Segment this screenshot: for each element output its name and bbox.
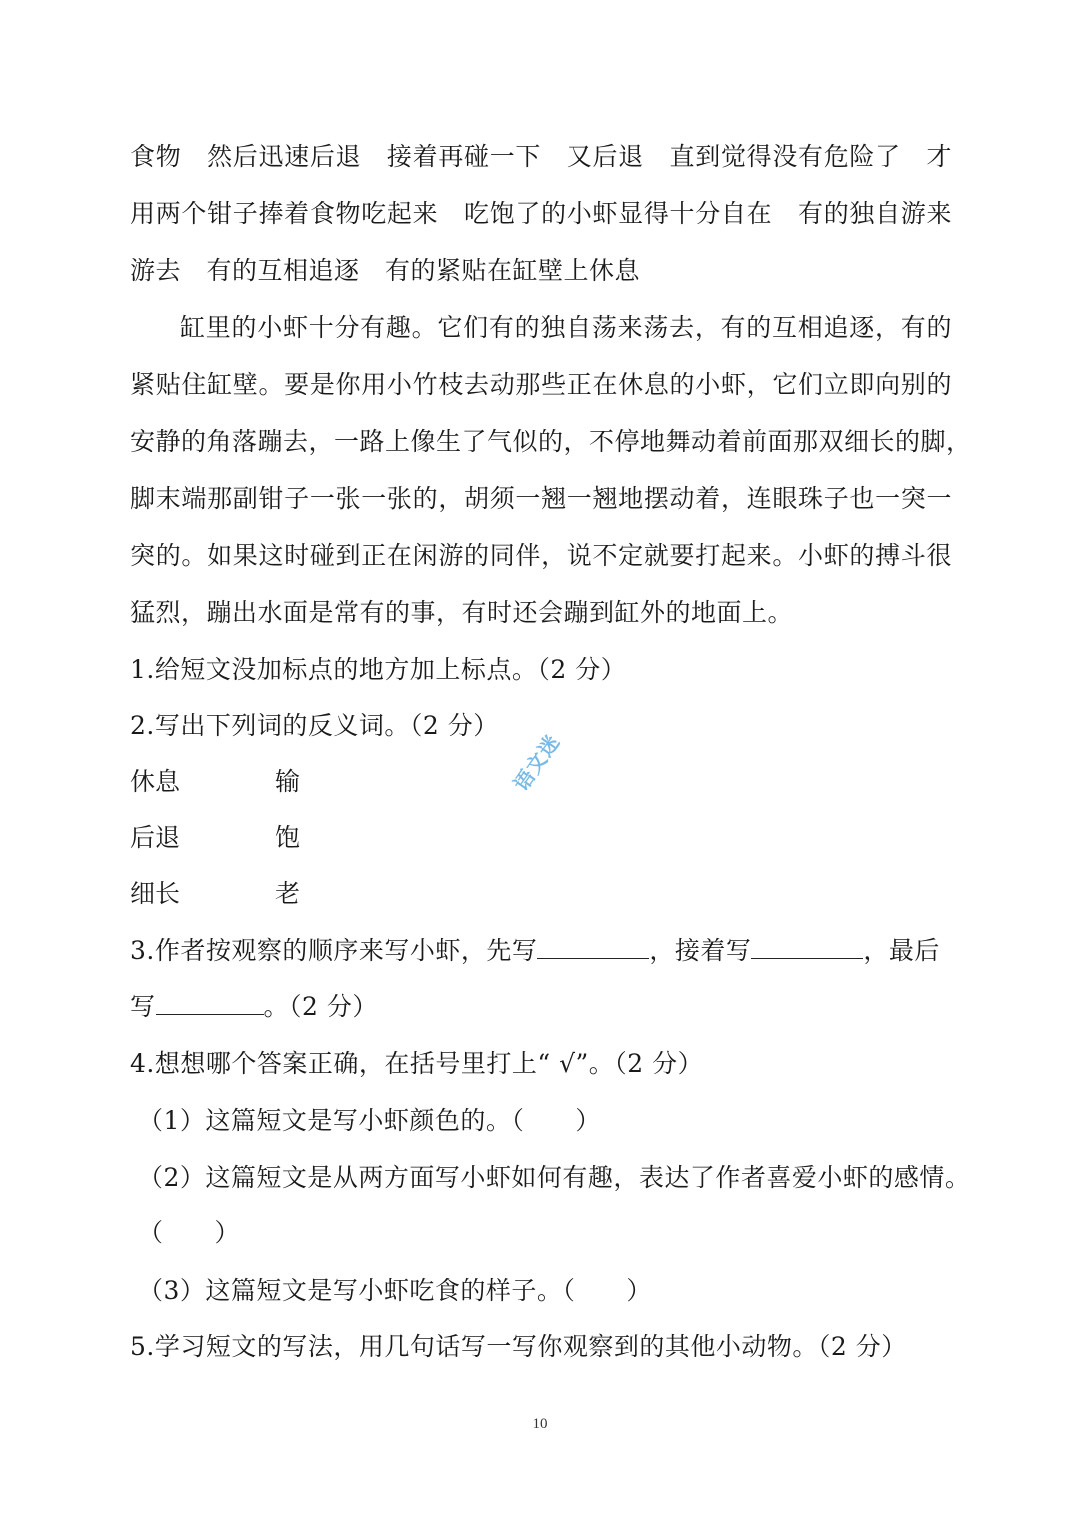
question-2: 2.写出下列词的反义词。（2 分）	[130, 711, 499, 740]
antonym-word: 老	[275, 879, 301, 908]
watermark-logo: 语文迷	[508, 730, 565, 796]
choice-item: （1）这篇短文是写小虾颜色的。（ ）	[138, 1106, 601, 1135]
paragraph-line: 安静的角落蹦去，一路上像生了气似的，不停地舞动着前面那双细长的脚，	[130, 427, 972, 456]
choice-item: （3）这篇短文是写小虾吃食的样子。（ ）	[138, 1276, 652, 1305]
question-3-text: ，接着写	[649, 936, 752, 965]
question-5: 5.学习短文的写法，用几句话写一写你观察到的其他小动物。（2 分）	[130, 1332, 907, 1361]
paragraph-line: 脚末端那副钳子一张一张的，胡须一翘一翘地摆动着，连眼珠子也一突一	[130, 484, 952, 513]
answer-blank[interactable]	[156, 992, 264, 1015]
question-3-text: 写	[130, 992, 156, 1021]
antonym-word: 细长	[130, 879, 181, 908]
antonym-word: 后退	[130, 823, 181, 852]
passage-line: 食物 然后迅速后退 接着再碰一下 又后退 直到觉得没有危险了 才	[130, 142, 952, 171]
paragraph-line: 猛烈，蹦出水面是常有的事，有时还会蹦到缸外的地面上。	[130, 598, 794, 627]
antonym-word: 休息	[130, 767, 181, 796]
question-3	[130, 936, 952, 966]
choice-item: （ ）	[138, 1218, 241, 1247]
question-1: 1.给短文没加标点的地方加上标点。（2 分）	[130, 655, 627, 684]
question-3-text: 。（2 分）	[263, 992, 378, 1021]
question-3-text: 3.作者按观察的顺序来写小虾，先写	[130, 936, 538, 965]
question-3-continued	[130, 992, 952, 1022]
paragraph-line: 缸里的小虾十分有趣。它们有的独自荡来荡去，有的互相追逐，有的	[180, 313, 952, 342]
paragraph-line: 突的。如果这时碰到正在闲游的同伴，说不定就要打起来。小虾的搏斗很	[130, 541, 952, 570]
answer-blank[interactable]	[751, 936, 863, 959]
question-4: 4.想想哪个答案正确，在括号里打上“ √”。（2 分）	[130, 1049, 704, 1078]
choice-item: （2）这篇短文是从两方面写小虾如何有趣，表达了作者喜爱小虾的感情。	[138, 1163, 971, 1192]
passage-line: 游去 有的互相追逐 有的紧贴在缸壁上休息	[130, 256, 641, 285]
antonym-word: 饱	[275, 823, 301, 852]
passage-line: 用两个钳子捧着食物吃起来 吃饱了的小虾显得十分自在 有的独自游来	[130, 199, 952, 228]
answer-blank[interactable]	[537, 936, 649, 959]
page-number: 10	[532, 1416, 548, 1432]
paragraph-line: 紧贴住缸壁。要是你用小竹枝去动那些正在休息的小虾，它们立即向别的	[130, 370, 952, 399]
antonym-word: 输	[275, 767, 301, 796]
question-3-text: ，最后	[863, 936, 940, 965]
